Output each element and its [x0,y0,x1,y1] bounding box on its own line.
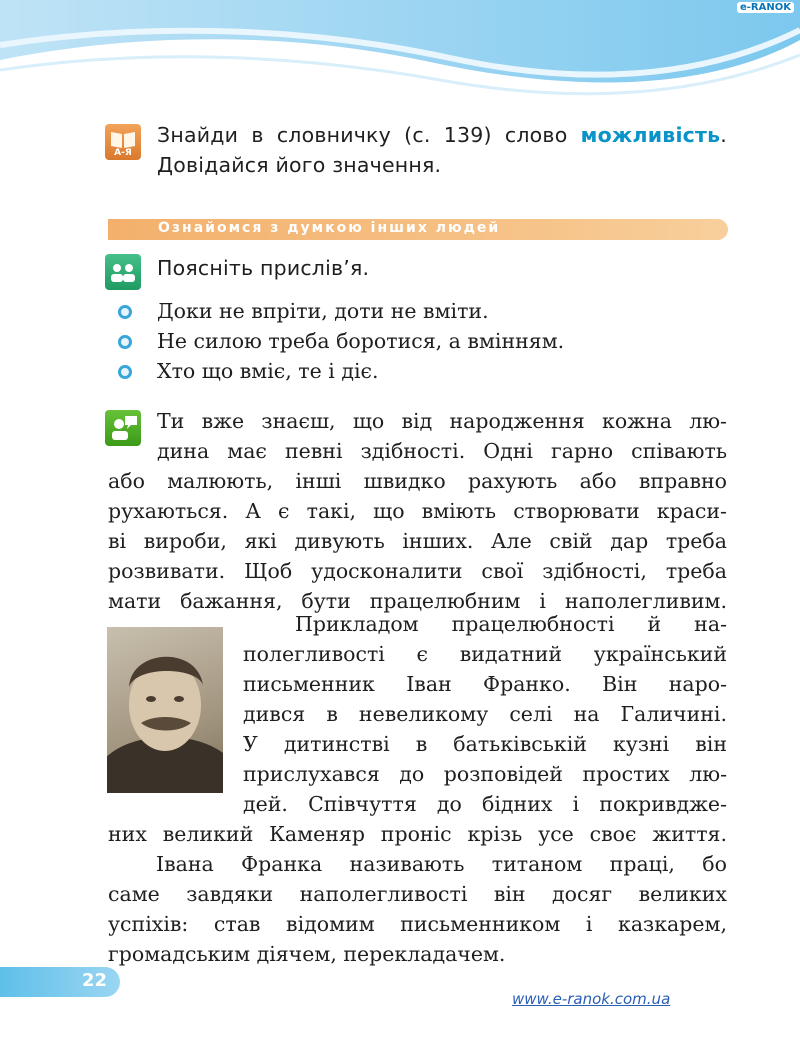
book-icon-label: А-Я [114,148,132,158]
proverb-list [118,296,738,386]
dictionary-task-text-after: . Довідайся його значення. [157,123,727,177]
website-link[interactable]: www.e-ranok.com.ua [512,990,671,1008]
text-line: Ти вже знаєш, що від народження кожна лю- [157,409,727,433]
paragraph-2-full [108,819,727,849]
section-title: Ознайомся з думкою інших людей [158,220,501,236]
publisher-logo: e-RANOK [737,2,794,13]
bullet-icon [118,305,132,319]
proverb-text: Хто що вміє, те і діє. [157,359,379,383]
reading-icon [105,410,141,446]
text-line: саме завдяки наполегливості він досяг великих [108,882,727,906]
text-line: полегливості є видатний український [243,642,727,666]
dictionary-task-text-before: Знайди в словничку (с. 139) слово [157,123,581,147]
text-line: ві вироби, які дивують інших. Але свій дар треба [108,529,727,553]
paragraph-3 [108,849,727,969]
text-line: Івана Франка називають титаном праці, бо [156,852,727,876]
section-heading-bar [108,219,728,240]
text-line: дився в невеликому селі на Галичині. [243,702,727,726]
paragraph-1-continued [108,466,727,616]
paragraph-2-wrapped [243,609,727,819]
portrait-image [107,627,223,793]
text-line: успіхів: став відомим письменником і казкарем, [108,912,727,936]
header-wave-decoration [0,0,800,110]
text-line: Прикладом працелюбності й на- [295,612,727,636]
book-icon [105,124,141,160]
list-item [118,356,738,386]
text-line: них великий Каменяр проніс крізь усе своє життя. [108,822,727,846]
page-number: 22 [82,970,108,991]
text-line: прислухався до розповідей простих лю- [243,762,727,786]
list-item [118,326,738,356]
list-item [118,296,738,326]
text-line: або малюють, інші швидко рахують або вправно [108,469,727,493]
page-number-tab [0,967,120,997]
text-line: громадським діячем, перекладачем. [108,942,506,966]
text-line: рухаються. А є такі, що вміють створювати краси- [108,499,727,523]
text-line: письменник Іван Франко. Він наро- [243,672,727,696]
dictionary-task-text [157,120,727,180]
discussion-task-text: Поясніть прислів’я. [157,256,370,280]
text-line: розвивати. Щоб удосконалити свої здібності, треба [108,559,727,583]
bullet-icon [118,335,132,349]
proverb-text: Не силою треба боротися, а вмінням. [157,329,565,353]
text-line: У дитинстві в батьківській кузні він [243,732,727,756]
discussion-icon [105,254,141,290]
highlighted-word: можливість [580,123,721,147]
text-line: дей. Співчуття до бідних і покривдже- [243,792,727,816]
text-line: мати бажання, бути працелюбним і наполегливим. [108,589,727,613]
proverb-text: Доки не впріти, доти не вміти. [157,299,489,323]
bullet-icon [118,365,132,379]
text-line: дина має певні здібності. Одні гарно співають [157,439,727,463]
paragraph-1-start [157,406,727,466]
